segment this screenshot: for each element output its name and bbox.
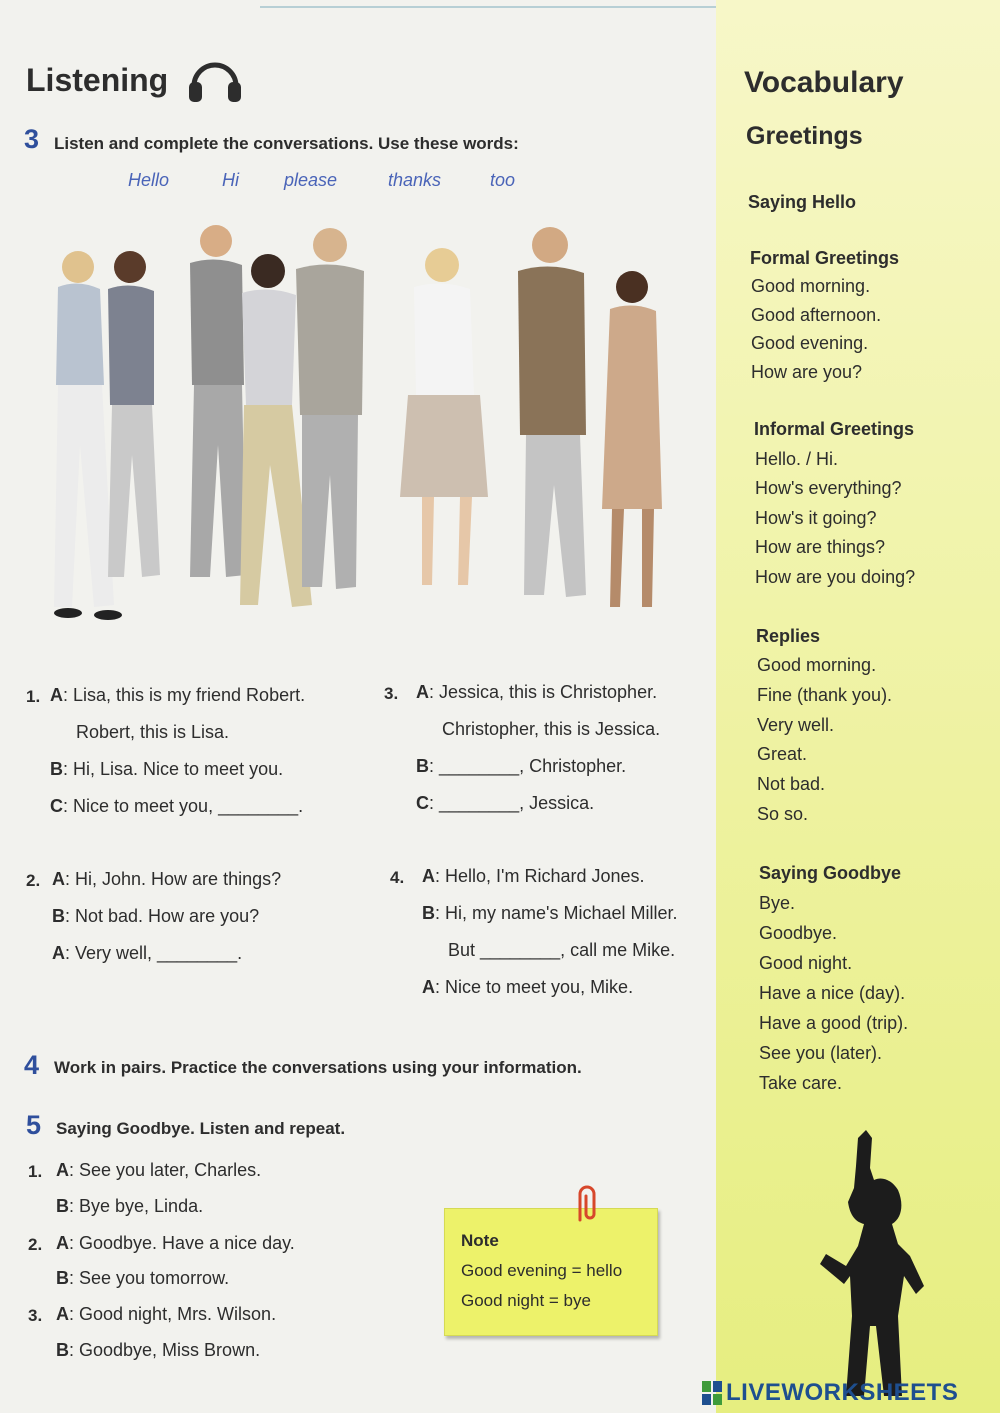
goodbye-dialogue-1-b xyxy=(56,1196,203,1217)
dialogue-text: : Goodbye, Miss Brown. xyxy=(69,1340,261,1360)
goodbye-dialogue-2-a xyxy=(56,1233,295,1254)
speaker-label: A xyxy=(56,1233,69,1253)
dialogue-text: : ________, Jessica. xyxy=(429,793,595,813)
dialogue-text: : See you tomorrow. xyxy=(69,1268,230,1288)
conversation-1-line-4 xyxy=(50,796,303,817)
vocab-item: Have a good (trip). xyxy=(759,1013,909,1033)
speaker-label: B xyxy=(416,756,429,776)
vocab-item: Take care. xyxy=(759,1073,843,1093)
section-title-listening: Listening xyxy=(26,62,169,98)
watermark-text: LIVEWORKSHEETS xyxy=(726,1379,959,1406)
vocab-item: How are you doing? xyxy=(755,567,916,587)
conversation-4-line-1 xyxy=(422,866,645,887)
headphones-icon xyxy=(186,52,244,104)
speaker-label: A xyxy=(416,682,429,702)
conversation-number: 3. xyxy=(384,684,399,703)
note-title: Note xyxy=(461,1231,499,1250)
vocab-heading-formal: Formal Greetings xyxy=(750,248,900,268)
word-bank-item: please xyxy=(284,170,338,190)
vocab-item: So so. xyxy=(757,804,809,824)
dialogue-number: 1. xyxy=(28,1162,43,1181)
vocabulary-subtitle: Greetings xyxy=(746,122,863,150)
top-rule xyxy=(260,6,780,8)
dialogue-text: : Nice to meet you, ________. xyxy=(63,796,304,816)
dialogue-text: : Hello, I'm Richard Jones. xyxy=(435,866,645,886)
conversation-3-line-2: Christopher, this is Jessica. xyxy=(442,719,661,739)
conversation-1-line-2: Robert, this is Lisa. xyxy=(76,722,230,742)
speaker-label: B xyxy=(56,1196,69,1216)
vocab-item: How's it going? xyxy=(755,508,877,528)
vocab-item: Have a nice (day). xyxy=(759,983,906,1003)
vocab-item: See you (later). xyxy=(759,1043,883,1063)
exercise-4-number: 4 xyxy=(24,1050,40,1080)
speaker-label: B xyxy=(422,903,435,923)
vocab-item: How are you? xyxy=(751,362,863,382)
exercise-4-instruction: Work in pairs. Practice the conversations using your information. xyxy=(54,1058,582,1077)
vocab-item: Hello. / Hi. xyxy=(755,449,839,469)
dialogue-text: : Good night, Mrs. Wilson. xyxy=(69,1304,277,1324)
word-bank-item: too xyxy=(490,170,516,190)
speaker-label: B xyxy=(52,906,65,926)
dialogue-text: : Nice to meet you, Mike. xyxy=(435,977,634,997)
conversation-3-line-4 xyxy=(416,793,594,814)
note-line: Good night = bye xyxy=(461,1291,591,1310)
goodbye-dialogue-3-b xyxy=(56,1340,260,1361)
speaker-label: B xyxy=(50,759,63,779)
dialogue-text: : ________, Christopher. xyxy=(429,756,627,776)
dialogue-text: : Goodbye. Have a nice day. xyxy=(69,1233,295,1253)
vocab-item: Good night. xyxy=(759,953,853,973)
speaker-label: A xyxy=(52,943,65,963)
dialogue-number: 3. xyxy=(28,1306,43,1325)
speaker-label: C xyxy=(50,796,63,816)
waving-woman-silhouette xyxy=(806,1126,946,1396)
conversation-2-line-1 xyxy=(52,869,281,890)
conversation-4-line-3: But ________, call me Mike. xyxy=(448,940,676,960)
vocabulary-title: Vocabulary xyxy=(744,66,904,99)
word-bank-item: thanks xyxy=(388,170,442,190)
goodbye-dialogue-3-a xyxy=(56,1304,276,1325)
dialogue-number: 2. xyxy=(28,1235,43,1254)
liveworksheets-logo-icon xyxy=(702,1381,722,1405)
vocab-item: Great. xyxy=(757,744,808,764)
conversation-2-line-2 xyxy=(52,906,259,927)
conversation-number: 4. xyxy=(390,868,405,887)
vocab-heading-goodbye: Saying Goodbye xyxy=(759,863,902,883)
vocab-item: Good morning. xyxy=(757,655,877,675)
speaker-label: B xyxy=(56,1268,69,1288)
dialogue-text: : Lisa, this is my friend Robert. xyxy=(63,685,306,705)
vocab-item: Goodbye. xyxy=(759,923,838,943)
dialogue-text: : Bye bye, Linda. xyxy=(69,1196,204,1216)
conversation-4-line-4 xyxy=(422,977,633,998)
vocab-heading-replies: Replies xyxy=(756,626,821,646)
exercise-5-number: 5 xyxy=(26,1110,42,1140)
dialogue-text: : Hi, my name's Michael Miller. xyxy=(435,903,678,923)
conversation-2-line-3 xyxy=(52,943,242,964)
dialogue-text: : Not bad. How are you? xyxy=(65,906,260,926)
vocab-item: Good afternoon. xyxy=(751,305,882,325)
vocab-item: How are things? xyxy=(755,537,886,557)
speaker-label: A xyxy=(56,1160,69,1180)
liveworksheets-watermark xyxy=(702,1378,958,1408)
vocab-item: Very well. xyxy=(757,715,835,735)
vocab-item: Not bad. xyxy=(757,774,826,794)
vocab-item: Good morning. xyxy=(751,276,871,296)
speaker-label: A xyxy=(50,685,63,705)
vocab-item: Bye. xyxy=(759,893,796,913)
dialogue-text: : See you later, Charles. xyxy=(69,1160,262,1180)
vocab-heading-saying-hello: Saying Hello xyxy=(748,192,857,212)
paperclip-icon xyxy=(570,1184,604,1224)
vocab-heading-informal: Informal Greetings xyxy=(754,419,915,439)
speaker-label: A xyxy=(52,869,65,889)
conversation-1-line-1 xyxy=(50,685,305,706)
conversation-number: 2. xyxy=(26,871,41,890)
note-line: Good evening = hello xyxy=(461,1261,623,1280)
note-card xyxy=(444,1208,658,1336)
speaker-label: A xyxy=(56,1304,69,1324)
conversation-number: 1. xyxy=(26,687,41,706)
exercise-3-number: 3 xyxy=(24,124,40,154)
goodbye-dialogue-2-b xyxy=(56,1268,229,1289)
conversation-1-line-3 xyxy=(50,759,283,780)
exercise-3-instruction: Listen and complete the conversations. Use these words: xyxy=(54,134,519,153)
conversation-4-line-2 xyxy=(422,903,678,924)
dialogue-text: : Hi, Lisa. Nice to meet you. xyxy=(63,759,284,779)
goodbye-dialogue-1-a xyxy=(56,1160,261,1181)
group-of-people-photo xyxy=(30,215,670,635)
dialogue-text: : Hi, John. How are things? xyxy=(65,869,282,889)
conversation-3-line-3 xyxy=(416,756,626,777)
exercise-5-instruction: Saying Goodbye. Listen and repeat. xyxy=(56,1119,346,1138)
dialogue-text: : Very well, ________. xyxy=(65,943,243,963)
vocab-item: How's everything? xyxy=(755,478,902,498)
word-bank-item: Hello xyxy=(128,170,170,190)
speaker-label: B xyxy=(56,1340,69,1360)
vocab-item: Fine (thank you). xyxy=(757,685,893,705)
speaker-label: A xyxy=(422,977,435,997)
vocab-item: Good evening. xyxy=(751,333,869,353)
word-bank-item: Hi xyxy=(222,170,239,190)
conversation-3-line-1 xyxy=(416,682,657,703)
dialogue-text: : Jessica, this is Christopher. xyxy=(429,682,658,702)
speaker-label: A xyxy=(422,866,435,886)
speaker-label: C xyxy=(416,793,429,813)
